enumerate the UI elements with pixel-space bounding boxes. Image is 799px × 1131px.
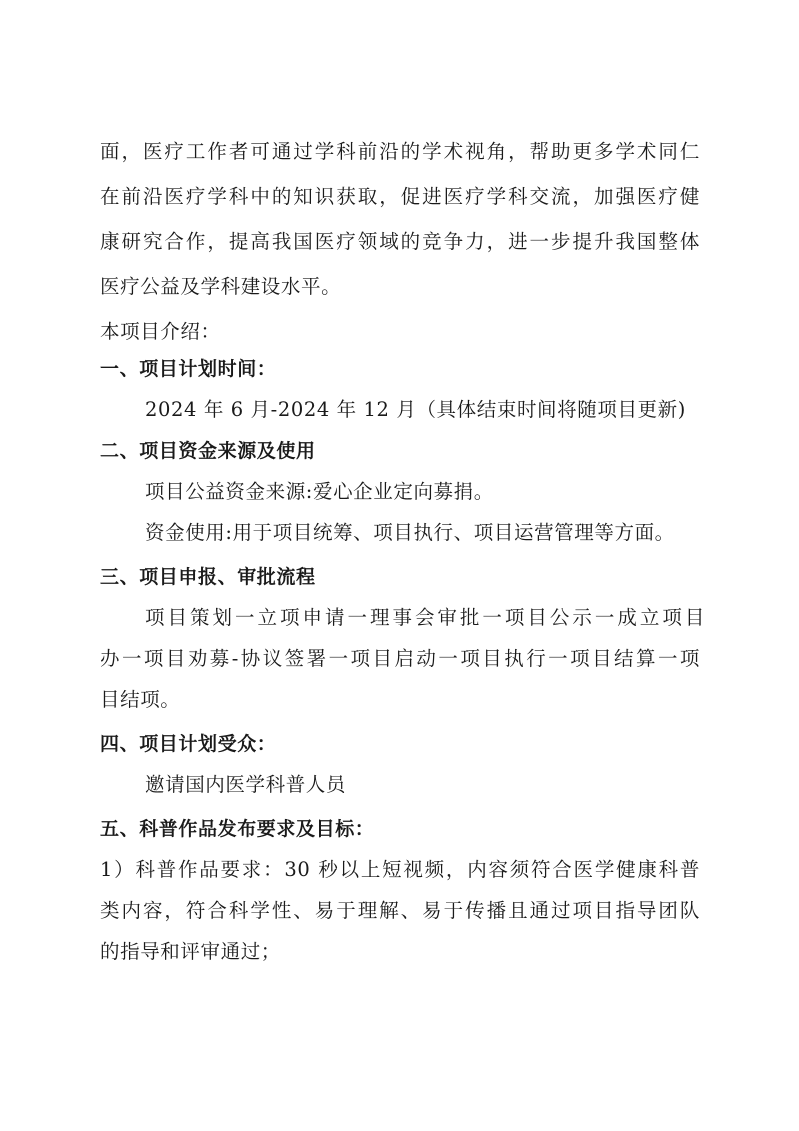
intro-line-3: 康研究合作，提高我国医疗领域的竞争力，进一步提升我国整体 bbox=[100, 230, 700, 253]
section-2-body-1: 项目公益资金来源:爱心企业定向募捐。 bbox=[145, 480, 494, 503]
section-3-line-1: 项目策划一立项申请一理事会审批一项目公示一成立项目 bbox=[145, 606, 705, 629]
intro-line-2: 在前沿医疗学科中的知识获取，促进医疗学科交流，加强医疗健 bbox=[100, 185, 700, 208]
section-3-heading: 三、项目申报、审批流程 bbox=[100, 566, 316, 588]
section-1-body: 2024 年 6 月-2024 年 12 月（具体结束时间将随项目更新) bbox=[145, 398, 686, 421]
section-4-body: 邀请国内医学科普人员 bbox=[145, 773, 347, 796]
section-5-line-1: 1）科普作品要求：30 秒以上短视频，内容须符合医学健康科普 bbox=[100, 858, 700, 881]
section-5-heading: 五、科普作品发布要求及目标： bbox=[100, 818, 375, 840]
section-3-line-2: 办一项目劝募-协议签署一项目启动一项目执行一项目结算一项 bbox=[100, 647, 700, 670]
intro-line-4: 医疗公益及学科建设水平。 bbox=[100, 275, 342, 298]
section-5-line-3: 的指导和评审通过； bbox=[100, 940, 281, 963]
section-4-heading: 四、项目计划受众： bbox=[100, 733, 277, 755]
section-5-line-2: 类内容，符合科学性、易于理解、易于传播且通过项目指导团队 bbox=[100, 899, 700, 922]
section-3-line-3: 目结项。 bbox=[100, 688, 181, 711]
intro-line-1: 面，医疗工作者可通过学科前沿的学术视角，帮助更多学术同仁 bbox=[100, 140, 700, 163]
section-2-body-2: 资金使用:用于项目统筹、项目执行、项目运营管理等方面。 bbox=[145, 521, 675, 544]
project-intro-label: 本项目介绍： bbox=[100, 320, 221, 343]
section-2-heading: 二、项目资金来源及使用 bbox=[100, 440, 316, 462]
section-1-heading: 一、项目计划时间： bbox=[100, 358, 277, 380]
